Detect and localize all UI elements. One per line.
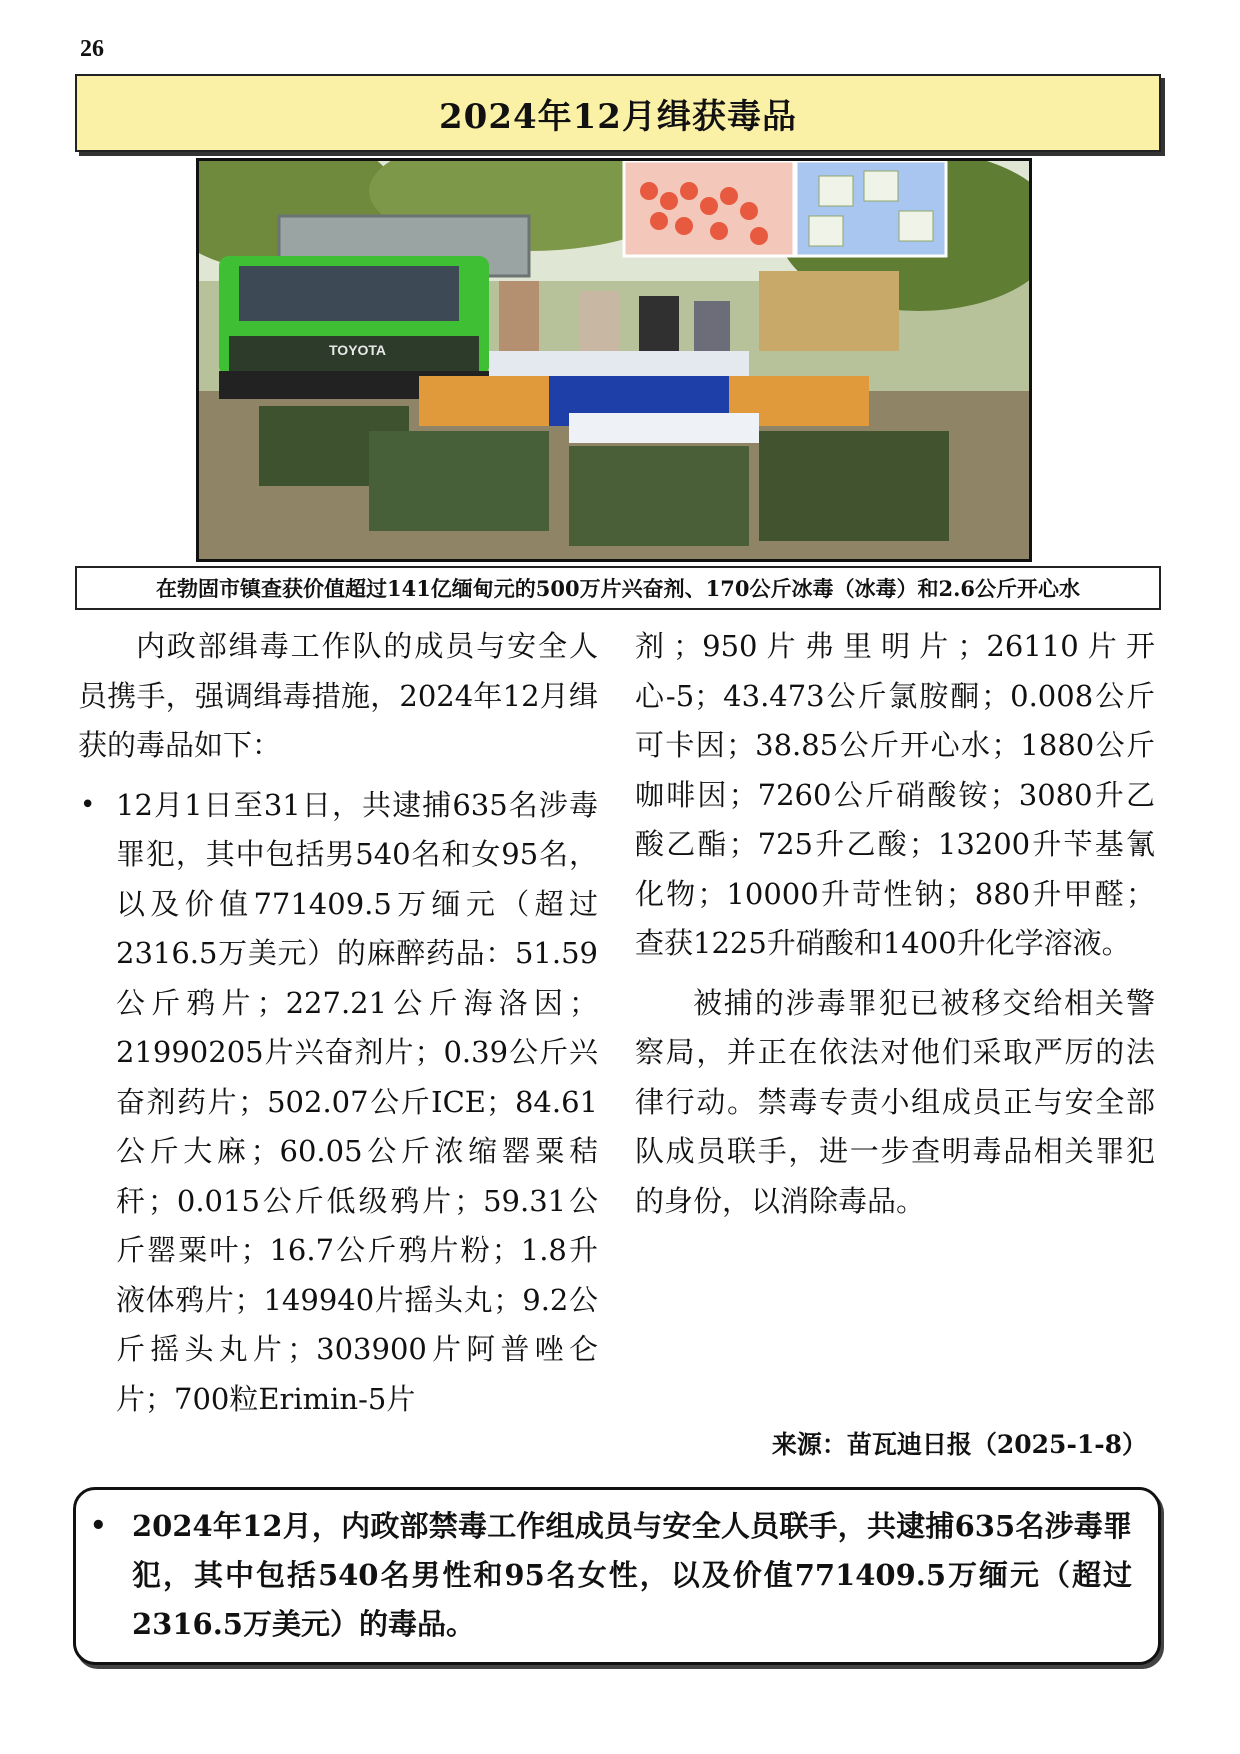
seizure-list-part2: 剂；950片弗里明片；26110片开心-5；43.473公斤氯胺酮；0.008公斤可卡因；38.85公斤开心水；1880公斤咖啡因；7260公斤硝酸铵；3080升乙酸乙酯；725升乙酸；13200升苄基氰化物；10000升苛性钠；880升甲醛；查获1225升硝酸和1400升化学溶液。 — [635, 629, 1155, 960]
seizure-photo — [196, 158, 1032, 562]
article-source: 来源：苗瓦迪日报（2025-1-8） — [771, 1430, 1147, 1459]
seizure-list-part1: 12月1日至31日，共逮捕635名涉毒罪犯，其中包括男540名和女95名，以及价值771409.5万缅元（超过2316.5万美元）的麻醉药品：51.59公斤鸦片；227.21公斤海洛因；21990205片兴奋剂片；0.39公斤兴奋剂药片；502.07公斤ICE；84.61公斤大麻；60.05公斤浓缩罂粟秸秆；0.015公斤低级鸦片；59.31公斤罂粟叶；16.7公斤鸦片粉；1.8升液体鸦片；149940片摇头丸；9.2公斤摇头丸片；303900片阿普唑仑片；700粒Erimin-5片 — [116, 787, 598, 1416]
article-right-column — [635, 622, 1155, 1226]
title-banner — [75, 74, 1161, 152]
summary-item — [90, 1502, 1132, 1649]
truck-windshield — [239, 266, 459, 321]
ammo-box — [369, 431, 549, 531]
list-item — [80, 781, 598, 1425]
article-closing: 被捕的涉毒罪犯已被移交给相关警察局，并正在依法对他们采取严厉的法律行动。禁毒专责小组成员正与安全部队成员联手，进一步查明毒品相关罪犯的身份，以消除毒品。 — [635, 985, 1155, 1218]
ammo-box — [569, 446, 749, 546]
page-title: 2024年12月缉获毒品 — [439, 96, 797, 137]
seizure-scene — [199, 161, 1029, 559]
summary-text: 2024年12月，内政部禁毒工作组成员与安全人员联手，共逮捕635名涉毒罪犯，其中包括540名男性和95名女性，以及价值771409.5万缅元（超过2316.5万美元）的毒品。 — [132, 1509, 1132, 1641]
article-intro: 内政部缉毒工作队的成员与安全人员携手，强调缉毒措施，2024年12月缉获的毒品如下： — [78, 629, 598, 762]
evidence-table — [569, 413, 759, 443]
truck-badge: TOYOTA — [329, 342, 387, 358]
summary-box — [73, 1487, 1161, 1665]
photo-caption-box — [75, 566, 1161, 610]
ammo-box — [759, 431, 949, 541]
bullet-icon: • — [80, 789, 96, 820]
page-number: 26 — [80, 36, 104, 62]
photo-caption: 在勃固市镇查获价值超过141亿缅甸元的500万片兴奋剂、170公斤冰毒（冰毒）和2.6公斤开心水 — [155, 576, 1081, 601]
article-left-column — [78, 622, 598, 1424]
bullet-icon: • — [90, 1511, 107, 1541]
orange-packages-left — [419, 376, 549, 426]
building — [759, 271, 899, 351]
